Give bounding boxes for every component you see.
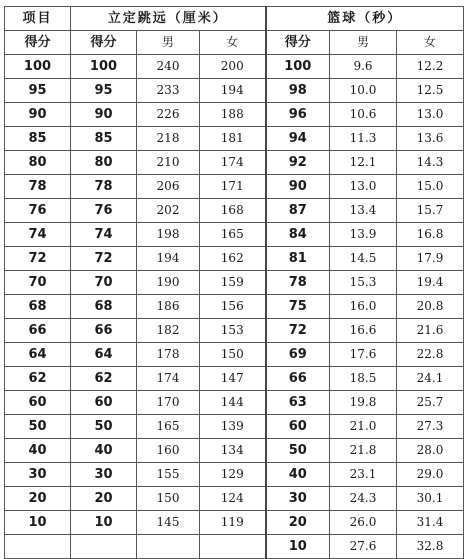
score-table-body: [5, 7, 464, 559]
basketball-score-cell: 90: [266, 175, 330, 199]
table-row: [5, 175, 464, 199]
basketball-score-cell: 94: [266, 127, 330, 151]
basketball-female-cell: 30.1: [397, 487, 464, 511]
jump-score-cell: 20: [71, 487, 137, 511]
jump-male-cell: 182: [137, 319, 200, 343]
jump-male-cell: 233: [137, 79, 200, 103]
jump-male-cell: 202: [137, 199, 200, 223]
basketball-male-cell: 21.0: [330, 415, 397, 439]
basketball-score-cell: 98: [266, 79, 330, 103]
jump-score-cell: 74: [71, 223, 137, 247]
basketball-score-cell: 78: [266, 271, 330, 295]
basketball-male-cell: 15.3: [330, 271, 397, 295]
basketball-male-cell: 23.1: [330, 463, 397, 487]
jump-female-label: 女: [200, 31, 266, 55]
score-label: 得分: [5, 31, 71, 55]
row-score-cell: 20: [5, 487, 71, 511]
jump-female-cell: 134: [200, 439, 266, 463]
basketball-female-cell: 29.0: [397, 463, 464, 487]
basketball-score-cell: 66: [266, 367, 330, 391]
table-row: [5, 511, 464, 535]
jump-female-cell: 144: [200, 391, 266, 415]
table-row: [5, 415, 464, 439]
basketball-female-cell: 19.4: [397, 271, 464, 295]
jump-female-cell: 159: [200, 271, 266, 295]
jump-male-cell: 150: [137, 487, 200, 511]
table-row: [5, 103, 464, 127]
standing-long-jump-header: 立定跳远（厘米）: [71, 7, 266, 31]
basketball-female-cell: 12.2: [397, 55, 464, 79]
basketball-male-cell: 16.0: [330, 295, 397, 319]
table-row: [5, 295, 464, 319]
basketball-female-cell: 21.6: [397, 319, 464, 343]
basketball-male-cell: 24.3: [330, 487, 397, 511]
table-row: [5, 463, 464, 487]
jump-female-cell: 129: [200, 463, 266, 487]
basketball-female-cell: 32.8: [397, 535, 464, 559]
item-header: 项目: [5, 7, 71, 31]
table-row: [5, 535, 464, 559]
basketball-male-label: 男: [330, 31, 397, 55]
basketball-score-label: 得分: [266, 31, 330, 55]
basketball-female-cell: 13.6: [397, 127, 464, 151]
row-score-cell: 80: [5, 151, 71, 175]
basketball-female-cell: 13.0: [397, 103, 464, 127]
jump-female-cell: 200: [200, 55, 266, 79]
row-score-cell: 70: [5, 271, 71, 295]
basketball-score-cell: 84: [266, 223, 330, 247]
jump-score-cell: 60: [71, 391, 137, 415]
jump-male-cell: 190: [137, 271, 200, 295]
basketball-score-cell: 40: [266, 463, 330, 487]
basketball-score-cell: 100: [266, 55, 330, 79]
row-score-cell: 64: [5, 343, 71, 367]
jump-female-cell: 194: [200, 79, 266, 103]
jump-male-cell: 218: [137, 127, 200, 151]
jump-male-cell: 206: [137, 175, 200, 199]
table-row: [5, 79, 464, 103]
table-row: [5, 127, 464, 151]
jump-score-cell: 80: [71, 151, 137, 175]
jump-male-label: 男: [137, 31, 200, 55]
jump-male-cell: 174: [137, 367, 200, 391]
basketball-male-cell: 27.6: [330, 535, 397, 559]
basketball-score-cell: 63: [266, 391, 330, 415]
table-row: [5, 271, 464, 295]
table-row: [5, 319, 464, 343]
row-score-cell: 90: [5, 103, 71, 127]
basketball-score-cell: 72: [266, 319, 330, 343]
row-score-cell: 30: [5, 463, 71, 487]
table-row: [5, 391, 464, 415]
basketball-score-cell: 69: [266, 343, 330, 367]
basketball-male-cell: 13.0: [330, 175, 397, 199]
table-row: [5, 55, 464, 79]
row-score-cell: 78: [5, 175, 71, 199]
jump-male-cell: 186: [137, 295, 200, 319]
basketball-male-cell: 13.4: [330, 199, 397, 223]
jump-female-cell: 181: [200, 127, 266, 151]
basketball-male-cell: 11.3: [330, 127, 397, 151]
jump-score-cell: 95: [71, 79, 137, 103]
basketball-male-cell: 10.6: [330, 103, 397, 127]
row-score-cell: 68: [5, 295, 71, 319]
basketball-female-cell: 15.7: [397, 199, 464, 223]
jump-score-cell: 78: [71, 175, 137, 199]
table-row: [5, 199, 464, 223]
basketball-score-cell: 87: [266, 199, 330, 223]
basketball-female-cell: 22.8: [397, 343, 464, 367]
jump-male-cell: 155: [137, 463, 200, 487]
basketball-male-cell: 26.0: [330, 511, 397, 535]
basketball-male-cell: 18.5: [330, 367, 397, 391]
basketball-male-cell: 12.1: [330, 151, 397, 175]
row-score-cell: 66: [5, 319, 71, 343]
jump-male-cell: 145: [137, 511, 200, 535]
jump-female-cell: 119: [200, 511, 266, 535]
jump-male-cell: 226: [137, 103, 200, 127]
jump-score-label: 得分: [71, 31, 137, 55]
basketball-female-label: 女: [397, 31, 464, 55]
basketball-score-cell: 75: [266, 295, 330, 319]
table-row: [5, 487, 464, 511]
jump-score-cell: 70: [71, 271, 137, 295]
score-table: [4, 6, 464, 559]
jump-male-cell: 210: [137, 151, 200, 175]
row-score-cell: 74: [5, 223, 71, 247]
header-row: [5, 7, 464, 31]
basketball-header: 篮球（秒）: [266, 7, 464, 31]
basketball-male-cell: 9.6: [330, 55, 397, 79]
basketball-female-cell: 14.3: [397, 151, 464, 175]
jump-female-cell: [200, 535, 266, 559]
jump-female-cell: 171: [200, 175, 266, 199]
jump-score-cell: 40: [71, 439, 137, 463]
jump-male-cell: 165: [137, 415, 200, 439]
jump-female-cell: 168: [200, 199, 266, 223]
jump-score-cell: 10: [71, 511, 137, 535]
basketball-male-cell: 17.6: [330, 343, 397, 367]
jump-score-cell: 50: [71, 415, 137, 439]
jump-score-cell: 30: [71, 463, 137, 487]
jump-score-cell: 66: [71, 319, 137, 343]
jump-score-cell: 64: [71, 343, 137, 367]
basketball-male-cell: 13.9: [330, 223, 397, 247]
jump-score-cell: 62: [71, 367, 137, 391]
jump-female-cell: 147: [200, 367, 266, 391]
basketball-male-cell: 14.5: [330, 247, 397, 271]
basketball-female-cell: 28.0: [397, 439, 464, 463]
jump-score-cell: 100: [71, 55, 137, 79]
table-row: [5, 439, 464, 463]
basketball-score-cell: 50: [266, 439, 330, 463]
jump-female-cell: 174: [200, 151, 266, 175]
subheader-row: [5, 31, 464, 55]
basketball-female-cell: 17.9: [397, 247, 464, 271]
basketball-female-cell: 16.8: [397, 223, 464, 247]
basketball-score-cell: 10: [266, 535, 330, 559]
jump-score-cell: 72: [71, 247, 137, 271]
basketball-score-cell: 92: [266, 151, 330, 175]
row-score-cell: 10: [5, 511, 71, 535]
basketball-score-cell: 20: [266, 511, 330, 535]
basketball-male-cell: 10.0: [330, 79, 397, 103]
jump-male-cell: 240: [137, 55, 200, 79]
jump-female-cell: 156: [200, 295, 266, 319]
row-score-cell: 72: [5, 247, 71, 271]
jump-male-cell: 160: [137, 439, 200, 463]
basketball-female-cell: 15.0: [397, 175, 464, 199]
basketball-female-cell: 12.5: [397, 79, 464, 103]
table-row: [5, 367, 464, 391]
jump-male-cell: 194: [137, 247, 200, 271]
row-score-cell: 60: [5, 391, 71, 415]
row-score-cell: 62: [5, 367, 71, 391]
basketball-male-cell: 21.8: [330, 439, 397, 463]
jump-score-cell: 76: [71, 199, 137, 223]
table-row: [5, 343, 464, 367]
jump-male-cell: [137, 535, 200, 559]
jump-female-cell: 153: [200, 319, 266, 343]
basketball-female-cell: 31.4: [397, 511, 464, 535]
basketball-score-cell: 60: [266, 415, 330, 439]
jump-female-cell: 165: [200, 223, 266, 247]
jump-female-cell: 188: [200, 103, 266, 127]
basketball-male-cell: 16.6: [330, 319, 397, 343]
basketball-female-cell: 20.8: [397, 295, 464, 319]
row-score-cell: 85: [5, 127, 71, 151]
row-score-cell: [5, 535, 71, 559]
basketball-female-cell: 24.1: [397, 367, 464, 391]
jump-female-cell: 150: [200, 343, 266, 367]
jump-male-cell: 178: [137, 343, 200, 367]
jump-female-cell: 124: [200, 487, 266, 511]
basketball-score-cell: 81: [266, 247, 330, 271]
jump-score-cell: 85: [71, 127, 137, 151]
row-score-cell: 76: [5, 199, 71, 223]
basketball-score-cell: 96: [266, 103, 330, 127]
basketball-female-cell: 27.3: [397, 415, 464, 439]
table-row: [5, 223, 464, 247]
table-row: [5, 247, 464, 271]
jump-male-cell: 170: [137, 391, 200, 415]
jump-score-cell: 90: [71, 103, 137, 127]
row-score-cell: 95: [5, 79, 71, 103]
basketball-male-cell: 19.8: [330, 391, 397, 415]
jump-score-cell: [71, 535, 137, 559]
table-row: [5, 151, 464, 175]
row-score-cell: 50: [5, 415, 71, 439]
jump-male-cell: 198: [137, 223, 200, 247]
jump-female-cell: 162: [200, 247, 266, 271]
jump-score-cell: 68: [71, 295, 137, 319]
basketball-score-cell: 30: [266, 487, 330, 511]
row-score-cell: 40: [5, 439, 71, 463]
row-score-cell: 100: [5, 55, 71, 79]
basketball-female-cell: 25.7: [397, 391, 464, 415]
jump-female-cell: 139: [200, 415, 266, 439]
